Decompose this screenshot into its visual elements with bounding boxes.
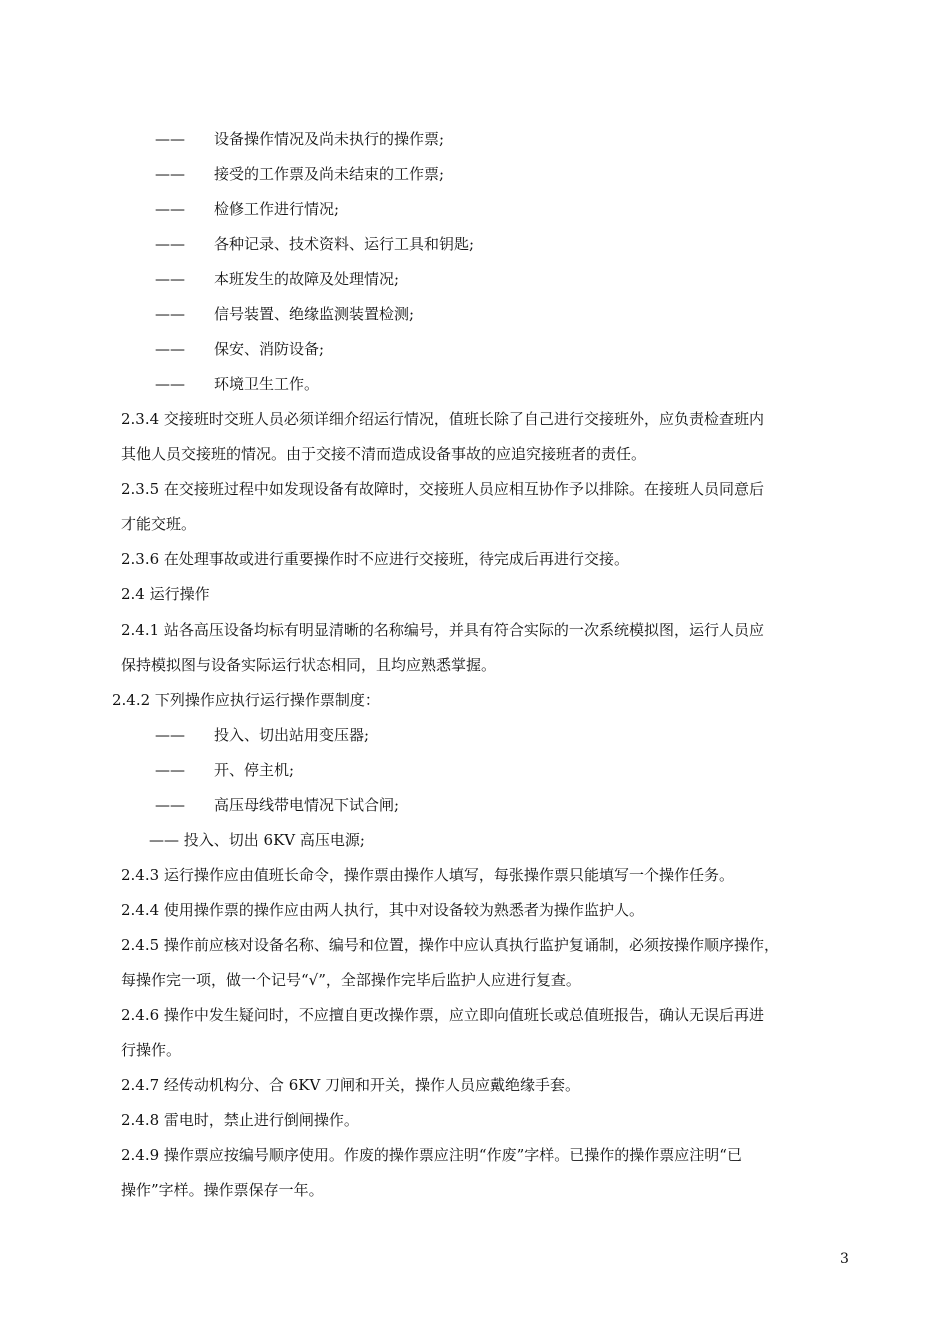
paragraph-line: 2.4.8 雷电时，禁止进行倒闸操作。 — [121, 1111, 359, 1129]
paragraph-line: 才能交班。 — [121, 515, 197, 533]
paragraph-line: 2.4.9 操作票应按编号顺序使用。作废的操作票应注明“作废”字样。已操作的操作票应注明“已 — [121, 1146, 742, 1164]
paragraph-line: 2.3.5 在交接班过程中如发现设备有故障时，交接班人员应相互协作予以排除。在接班人员同意后 — [121, 480, 764, 498]
paragraph-line: 2.4.7 经传动机构分、合 6KV 刀闸和开关，操作人员应戴绝缘手套。 — [121, 1076, 581, 1094]
paragraph-line: 2.4.6 操作中发生疑问时，不应擅自更改操作票，应立即向值班长或总值班报告，确认无误后再进 — [121, 1006, 764, 1024]
list-item: 高压母线带电情况下试合闸; — [214, 796, 400, 814]
paragraph-line: 操作”字样。操作票保存一年。 — [121, 1181, 324, 1199]
paragraph-line: 2.3.4 交接班时交班人员必须详细介绍运行情况，值班长除了自己进行交接班外，应负责检查班内 — [121, 410, 764, 428]
list-dash: —— — [155, 375, 185, 393]
list-dash: —— — [155, 761, 185, 779]
page-number: 3 — [840, 1251, 849, 1267]
list-item: 开、停主机; — [214, 761, 295, 779]
list-item: 保安、消防设备; — [214, 340, 325, 358]
list-item: 投入、切出站用变压器; — [214, 726, 370, 744]
list-dash: —— — [155, 165, 185, 183]
list-item: 各种记录、技术资料、运行工具和钥匙; — [214, 235, 475, 253]
list-dash: —— — [155, 726, 185, 744]
list-dash: —— — [155, 796, 185, 814]
list-dash: —— — [155, 130, 185, 148]
list-dash: —— — [155, 200, 185, 218]
list-item: 环境卫生工作。 — [214, 375, 320, 393]
paragraph-line: 每操作完一项，做一个记号“√”，全部操作完毕后监护人应进行复查。 — [121, 971, 581, 989]
list-dash: —— — [155, 340, 185, 358]
paragraph-line: 2.4.3 运行操作应由值班长命令，操作票由操作人填写，每张操作票只能填写一个操作任务。 — [121, 866, 734, 884]
list-item: 接受的工作票及尚未结束的工作票; — [214, 165, 445, 183]
list-item: 本班发生的故障及处理情况; — [214, 270, 400, 288]
list-item: 信号装置、绝缘监测装置检测; — [214, 305, 415, 323]
list-item: 检修工作进行情况; — [214, 200, 340, 218]
paragraph-line: 行操作。 — [121, 1041, 182, 1059]
section-heading: 2.4 运行操作 — [121, 585, 210, 603]
paragraph-line: 其他人员交接班的情况。由于交接不清而造成设备事故的应追究接班者的责任。 — [121, 445, 647, 463]
list-item: 设备操作情况及尚未执行的操作票; — [214, 130, 445, 148]
list-item: —— 投入、切出 6KV 高压电源; — [149, 831, 365, 849]
list-dash: —— — [155, 305, 185, 323]
paragraph-line: 2.4.2 下列操作应执行运行操作票制度： — [112, 691, 380, 709]
paragraph-line: 2.4.1 站各高压设备均标有明显清晰的名称编号，并具有符合实际的一次系统模拟图，运行人员应 — [121, 621, 764, 639]
paragraph-line: 2.3.6 在处理事故或进行重要操作时不应进行交接班，待完成后再进行交接。 — [121, 550, 629, 568]
paragraph-line: 保持模拟图与设备实际运行状态相同，且均应熟悉掌握。 — [121, 656, 497, 674]
list-dash: —— — [155, 235, 185, 253]
paragraph-line: 2.4.5 操作前应核对设备名称、编号和位置，操作中应认真执行监护复诵制，必须按操作顺序操作， — [121, 936, 779, 954]
list-dash: —— — [155, 270, 185, 288]
paragraph-line: 2.4.4 使用操作票的操作应由两人执行，其中对设备较为熟悉者为操作监护人。 — [121, 901, 644, 919]
